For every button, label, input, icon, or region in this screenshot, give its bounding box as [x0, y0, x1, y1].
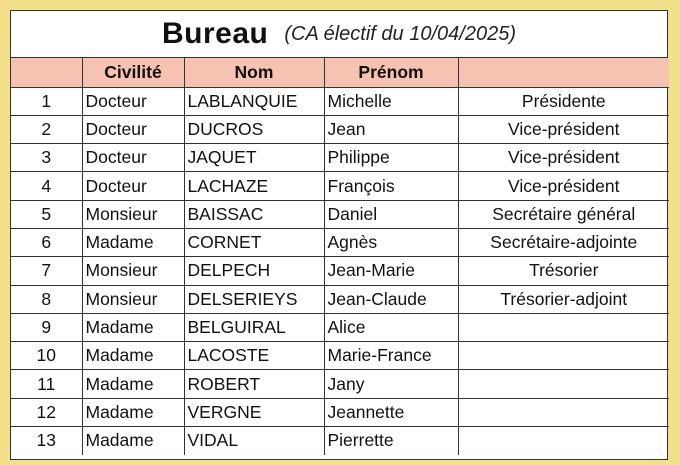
cell-role [458, 370, 669, 398]
table-row [11, 172, 669, 200]
table-row [11, 313, 669, 341]
cell-civilite: Docteur [82, 144, 184, 172]
cell-civilite: Monsieur [82, 257, 184, 285]
cell-civilite: Monsieur [82, 200, 184, 228]
table-row [11, 370, 669, 398]
header-nom: Nom [184, 58, 324, 87]
cell-prenom: Jean-Claude [324, 285, 458, 313]
cell-role: Vice-président [458, 115, 669, 143]
header-prenom: Prénom [324, 58, 458, 87]
cell-role [458, 398, 669, 426]
cell-civilite: Madame [82, 398, 184, 426]
cell-prenom: Jany [324, 370, 458, 398]
page-subtitle: (CA électif du 10/04/2025) [284, 22, 516, 45]
table-row [11, 115, 669, 143]
cell-role [458, 342, 669, 370]
cell-number: 1 [11, 87, 82, 115]
cell-role: Secrétaire général [458, 200, 669, 228]
cell-number: 5 [11, 200, 82, 228]
table-row [11, 257, 669, 285]
cell-nom: JAQUET [184, 144, 324, 172]
cell-number: 11 [11, 370, 82, 398]
cell-prenom: Jean [324, 115, 458, 143]
cell-number: 7 [11, 257, 82, 285]
table-header-row [11, 58, 669, 87]
table-row [11, 228, 669, 256]
cell-number: 3 [11, 144, 82, 172]
cell-prenom: Michelle [324, 87, 458, 115]
cell-civilite: Madame [82, 427, 184, 455]
cell-prenom: Jeannette [324, 398, 458, 426]
cell-nom: CORNET [184, 228, 324, 256]
members-table [11, 58, 669, 455]
cell-role [458, 313, 669, 341]
cell-prenom: Daniel [324, 200, 458, 228]
cell-nom: ROBERT [184, 370, 324, 398]
cell-number: 2 [11, 115, 82, 143]
cell-number: 9 [11, 313, 82, 341]
table-row [11, 342, 669, 370]
cell-civilite: Docteur [82, 172, 184, 200]
cell-number: 4 [11, 172, 82, 200]
cell-role: Vice-président [458, 144, 669, 172]
cell-nom: LABLANQUIE [184, 87, 324, 115]
cell-civilite: Madame [82, 370, 184, 398]
cell-prenom: Jean-Marie [324, 257, 458, 285]
cell-prenom: Agnès [324, 228, 458, 256]
cell-civilite: Madame [82, 313, 184, 341]
cell-nom: LACHAZE [184, 172, 324, 200]
table-row [11, 144, 669, 172]
cell-prenom: Philippe [324, 144, 458, 172]
cell-role: Trésorier-adjoint [458, 285, 669, 313]
bureau-sheet [10, 10, 668, 460]
cell-prenom: Alice [324, 313, 458, 341]
cell-civilite: Docteur [82, 115, 184, 143]
cell-nom: VIDAL [184, 427, 324, 455]
cell-number: 12 [11, 398, 82, 426]
cell-civilite: Madame [82, 228, 184, 256]
page-title: Bureau [162, 17, 269, 50]
header-role [458, 58, 669, 87]
cell-prenom: François [324, 172, 458, 200]
cell-nom: BELGUIRAL [184, 313, 324, 341]
cell-role: Vice-président [458, 172, 669, 200]
cell-prenom: Marie-France [324, 342, 458, 370]
cell-prenom: Pierrette [324, 427, 458, 455]
cell-nom: VERGNE [184, 398, 324, 426]
cell-nom: DUCROS [184, 115, 324, 143]
cell-nom: DELSERIEYS [184, 285, 324, 313]
table-row [11, 87, 669, 115]
header-civilite: Civilité [82, 58, 184, 87]
table-row [11, 427, 669, 455]
cell-role: Secrétaire-adjointe [458, 228, 669, 256]
cell-nom: BAISSAC [184, 200, 324, 228]
header-number [11, 58, 82, 87]
table-row [11, 200, 669, 228]
cell-nom: DELPECH [184, 257, 324, 285]
cell-number: 10 [11, 342, 82, 370]
cell-role: Présidente [458, 87, 669, 115]
cell-civilite: Monsieur [82, 285, 184, 313]
table-row [11, 285, 669, 313]
table-row [11, 398, 669, 426]
cell-role: Trésorier [458, 257, 669, 285]
cell-role [458, 427, 669, 455]
title-row [11, 11, 667, 58]
cell-nom: LACOSTE [184, 342, 324, 370]
cell-number: 8 [11, 285, 82, 313]
cell-number: 6 [11, 228, 82, 256]
cell-number: 13 [11, 427, 82, 455]
cell-civilite: Madame [82, 342, 184, 370]
cell-civilite: Docteur [82, 87, 184, 115]
